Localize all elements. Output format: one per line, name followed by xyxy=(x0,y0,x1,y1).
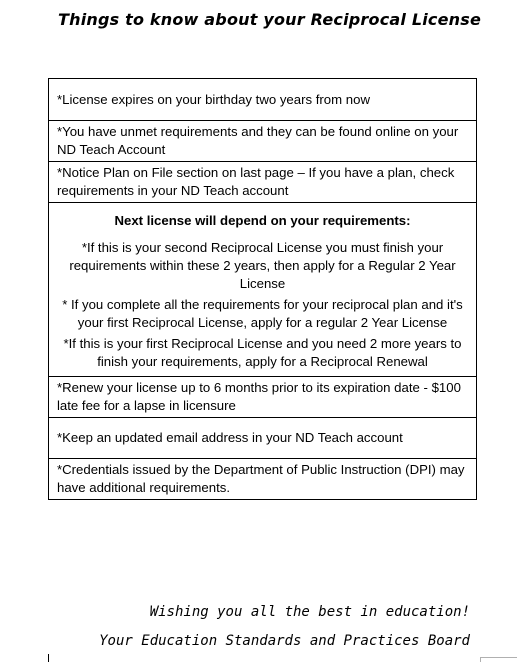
margin-marker xyxy=(48,654,49,662)
closing-wish: Wishing you all the best in education! xyxy=(149,604,470,620)
table-row-email xyxy=(49,417,476,458)
table-row-plan-notice xyxy=(49,161,476,202)
email-text: *Keep an updated email address in your ND Teach account xyxy=(57,430,403,445)
credentials-text: *Credentials issued by the Department of Public Instruction (DPI) may have additional requirements. xyxy=(57,462,465,495)
info-table xyxy=(48,78,477,500)
next-license-heading: Next license will depend on your requirements: xyxy=(114,213,411,228)
complete-requirements-text: * If you complete all the requirements for your reciprocal plan and it's your first Reciprocal License, apply for a regular 2 Year License xyxy=(62,297,463,330)
first-reciprocal-renewal-text: *If this is your first Reciprocal License and you need 2 more years to finish your requirements, apply for a Reciprocal Renewal xyxy=(63,336,462,369)
closing-signature: Your Education Standards and Practices Board xyxy=(99,633,470,649)
table-row-next-license xyxy=(49,202,476,376)
table-row-expiration xyxy=(49,79,476,120)
expiration-text: *License expires on your birthday two years from now xyxy=(57,91,370,107)
second-reciprocal-text: *If this is your second Reciprocal License you must finish your requirements within these 2 years, then apply for a Regular 2 Year License xyxy=(69,240,456,291)
unmet-requirements-text: *You have unmet requirements and they can be found online on your ND Teach Account xyxy=(57,124,459,157)
page-corner-marker xyxy=(480,657,517,662)
renew-text: *Renew your license up to 6 months prior to its expiration date - $100 late fee for a lapse in licensure xyxy=(57,380,461,413)
page-title: Things to know about your Reciprocal License xyxy=(58,10,482,29)
plan-notice-text: *Notice Plan on File section on last page – If you have a plan, check requirements in your ND Teach account xyxy=(57,165,455,198)
table-row-renew xyxy=(49,376,476,417)
table-row-credentials xyxy=(49,458,476,499)
table-row-unmet-requirements xyxy=(49,120,476,161)
